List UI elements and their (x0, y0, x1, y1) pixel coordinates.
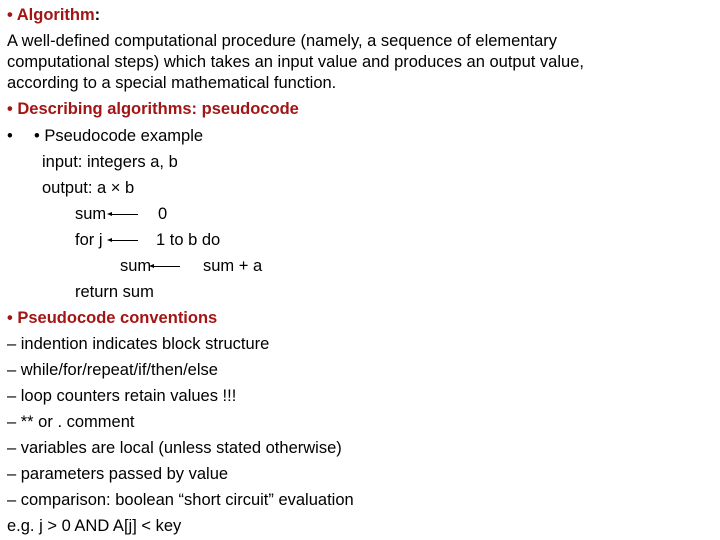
assignment-arrow-icon (110, 240, 138, 241)
pseudocode-for-lhs: for j (75, 231, 103, 249)
describing-heading: • Describing algorithms: pseudocode (7, 100, 299, 118)
definition-line-2: computational steps) which takes an input value and produces an output value, (7, 53, 584, 71)
convention-item: – parameters passed by value (7, 465, 229, 483)
definition-line-1: A well-defined computational procedure (namely, a sequence of elementary (7, 32, 558, 50)
convention-item: – loop counters retain values !!! (7, 387, 237, 405)
example-heading-line (7, 126, 204, 146)
convention-item: – while/for/repeat/if/then/else (7, 361, 218, 379)
algorithm-heading: • Algorithm (7, 6, 95, 24)
convention-item: – ** or . comment (7, 413, 135, 431)
convention-item: – indention indicates block structure (7, 335, 270, 353)
pseudocode-sum-update-lhs: sum (120, 257, 152, 275)
pseudocode-sum-init-rhs: 0 (158, 205, 168, 223)
example-expression: e.g. j > 0 AND A[j] < key (7, 517, 182, 535)
example-heading: • Pseudocode example (34, 127, 204, 145)
assignment-arrow-icon (110, 214, 138, 215)
convention-item: – variables are local (unless stated otherwise) (7, 439, 342, 457)
pseudocode-input: input: integers a, b (42, 153, 178, 171)
convention-item: – comparison: boolean “short circuit” evaluation (7, 491, 354, 509)
pseudocode-return: return sum (75, 283, 154, 301)
definition-line-3: according to a special mathematical function. (7, 74, 337, 92)
pseudocode-sum-init-lhs: sum (75, 205, 107, 223)
algorithm-heading-line (7, 5, 100, 25)
pseudocode-output: output: a × b (42, 179, 135, 197)
example-bullet: • (7, 127, 13, 145)
conventions-heading: • Pseudocode conventions (7, 309, 218, 327)
algorithm-colon: : (94, 6, 101, 24)
assignment-arrow-icon (152, 266, 180, 267)
pseudocode-sum-update-rhs: sum + a (203, 257, 263, 275)
pseudocode-for-rhs: 1 to b do (156, 231, 221, 249)
